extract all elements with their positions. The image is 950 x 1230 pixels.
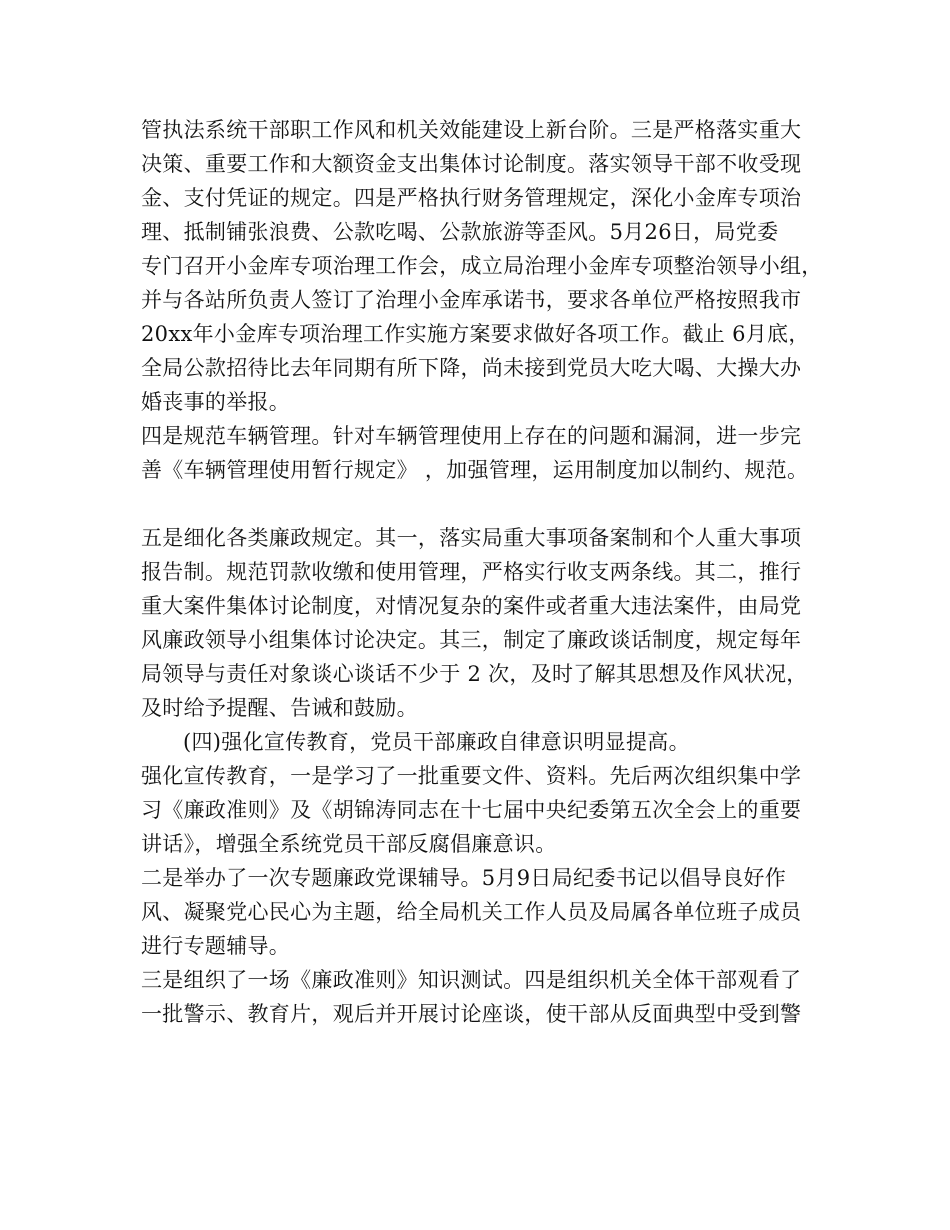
text-line: 风、凝聚党心民心为主题，给全局机关工作人员及局属各单位班子成员 [141, 900, 802, 924]
text-line: 善《车辆管理使用暂行规定》 ，加强管理，运用制度加以制约、规范。 [141, 458, 809, 482]
text-line: 三是组织了一场《廉政准则》知识测试。四是组织机关全体干部观看了 [141, 968, 802, 992]
text-line: 婚丧事的举报。 [141, 390, 291, 414]
text-line: 报告制。规范罚款收缴和使用管理，严格实行收支两条线。其二，推行 [141, 560, 802, 584]
section-heading-text: (四)强化宣传教育，党员干部廉政自律意识明显提高。 [183, 730, 690, 754]
document-body [141, 113, 831, 1031]
paragraph-knowledge-test [141, 963, 831, 1031]
text-line: 及时给予提醒、告诫和鼓励。 [141, 696, 418, 720]
paragraph-finance-management [141, 113, 831, 419]
text-line: 决策、重要工作和大额资金支出集体讨论制度。落实领导干部不收受现 [141, 152, 802, 176]
text-line: 四是规范车辆管理。针对车辆管理使用上存在的问题和漏洞，进一步完 [141, 424, 802, 448]
section-heading [141, 725, 831, 759]
text-line: 一批警示、教育片，观后并开展讨论座谈，使干部从反面典型中受到警 [141, 1002, 802, 1026]
paragraph-vehicle-management [141, 419, 831, 487]
text-line: 讲话》，增强全系统党员干部反腐倡廉意识。 [141, 832, 557, 856]
text-line: 重大案件集体讨论制度，对情况复杂的案件或者重大违法案件，由局党 [141, 594, 802, 618]
text-line: 专门召开小金库专项治理工作会，成立局治理小金库专项整治领导小组， [141, 254, 823, 278]
text-line: 局领导与责任对象谈心谈话不少于 2 次，及时了解其思想及作风状况， [141, 662, 808, 686]
text-line: 管执法系统干部职工作风和机关效能建设上新台阶。三是严格落实重大 [141, 118, 802, 142]
paragraph-integrity-rules [141, 521, 831, 725]
text-line: 习《廉政准则》及《胡锦涛同志在十七届中央纪委第五次全会上的重要 [141, 798, 802, 822]
text-line: 20xx年小金库专项治理工作实施方案要求做好各项工作。截止 6月底， [141, 322, 810, 346]
text-line: 风廉政领导小组集体讨论决定。其三，制定了廉政谈话制度，规定每年 [141, 628, 802, 652]
paragraph-study-documents [141, 759, 831, 861]
paragraph-party-lecture [141, 861, 831, 963]
text-line: 金、支付凭证的规定。四是严格执行财务管理规定，深化小金库专项治 [141, 186, 802, 210]
text-line: 二是举办了一次专题廉政党课辅导。5月9日局纪委书记以倡导良好作 [141, 866, 787, 890]
text-line: 全局公款招待比去年同期有所下降，尚未接到党员大吃大喝、大操大办 [141, 356, 802, 380]
text-line: 理、抵制铺张浪费、公款吃喝、公款旅游等歪风。5月26日，局党委 [141, 220, 779, 244]
text-line: 进行专题辅导。 [141, 934, 291, 958]
text-line: 强化宣传教育，一是学习了一批重要文件、资料。先后两次组织集中学 [141, 764, 802, 788]
text-line: 并与各站所负责人签订了治理小金库承诺书，要求各单位严格按照我市 [141, 288, 802, 312]
paragraph-spacer [141, 487, 831, 521]
text-line: 五是细化各类廉政规定。其一，落实局重大事项备案制和个人重大事项 [141, 526, 802, 550]
